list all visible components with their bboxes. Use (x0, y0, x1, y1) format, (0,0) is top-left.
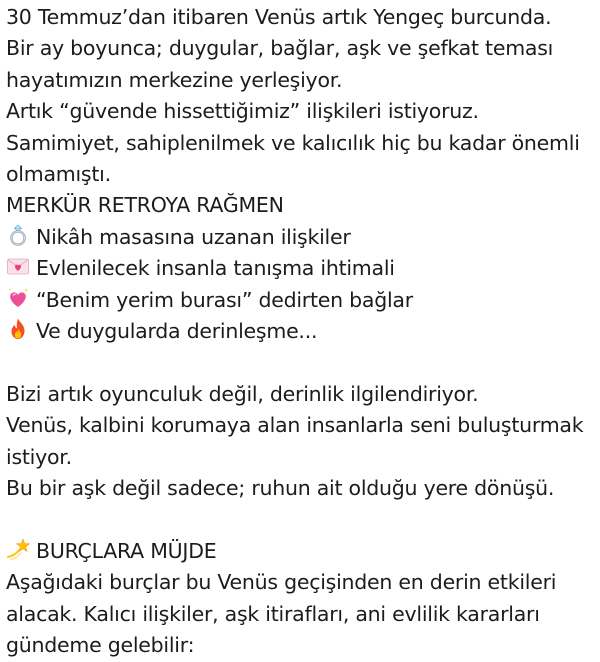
bullet-text: Ve duygularda derinleşme... (36, 319, 318, 344)
section-heading-text: BURÇLARA MÜJDE (36, 538, 217, 563)
intro-line-4: Artık “güvende hissettiğimiz” ilişkileri istiyoruz. (6, 99, 479, 124)
paragraph-line: gündeme gelebilir: (6, 633, 195, 658)
bullet-text: Evlenilecek insanla tanışma ihtimali (36, 256, 395, 281)
intro-line-6: olmamıştı. (6, 162, 111, 187)
bullet-item (6, 222, 594, 253)
intro-line-5: Samimiyet, sahiplenilmek ve kalıcılık hiç bu kadar önemli (6, 130, 580, 155)
paragraph-line: Aşağıdaki burçlar bu Venüs geçişinden en derin etkileri (6, 570, 557, 595)
blank-line (6, 347, 594, 378)
dizzy-star-icon (6, 537, 30, 561)
heart-letter-icon (6, 254, 30, 278)
bullet-item (6, 285, 594, 316)
paragraph-line: alacak. Kalıcı ilişkiler, aşk itirafları, ani evlilik kararları (6, 601, 540, 626)
paragraph-line: Venüs, kalbini korumaya alan insanlarla seni buluşturmak (6, 413, 584, 438)
intro-line-1: 30 Temmuz’dan itibaren Venüs artık Yengeç burcunda. (6, 5, 552, 29)
section-heading-mercury: MERKÜR RETROYA RAĞMEN (6, 193, 284, 218)
ring-icon (6, 223, 30, 247)
bullet-text: Nikâh masasına uzanan ilişkiler (36, 224, 351, 249)
bullet-item (6, 316, 594, 347)
fire-icon (6, 317, 30, 341)
paragraph-line: Bu bir aşk değil sadece; ruhun ait olduğu yere dönüşü. (6, 476, 555, 501)
section-heading-zodiac (6, 536, 594, 567)
sparkling-heart-icon (6, 286, 30, 310)
blank-line (6, 504, 594, 535)
paragraph-line: istiyor. (6, 444, 72, 469)
intro-line-3: hayatımızın merkezine yerleşiyor. (6, 67, 343, 92)
bullet-text: “Benim yerim burası” dedirten bağlar (36, 287, 413, 312)
paragraph-line: Bizi artık oyunculuk değil, derinlik ilgilendiriyor. (6, 381, 479, 406)
bullet-item (6, 253, 594, 284)
intro-line-2: Bir ay boyunca; duygular, bağlar, aşk ve şefkat teması (6, 36, 554, 61)
